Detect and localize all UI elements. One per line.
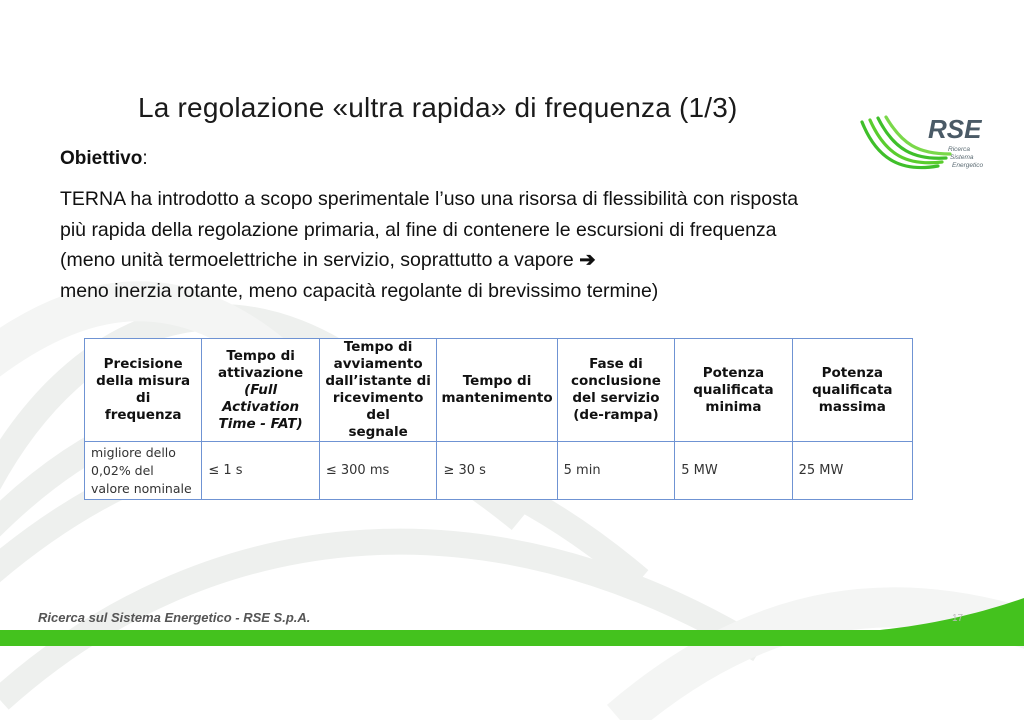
cell-startup-time: ≤ 300 ms [319,442,437,500]
logo-sub-2: Sistema [950,154,974,161]
logo-text: RSE [928,114,982,144]
header-startup-time: Tempo di avviamento dall’istante di ricevimento del segnale [319,339,437,442]
objective-heading [60,148,148,170]
header-min-power: Potenza qualificata minima [675,339,792,442]
cell-hold-time: ≥ 30 s [437,442,557,500]
footer-company: Ricerca sul Sistema Energetico - RSE S.p.A. [38,610,311,625]
objective-colon: : [142,148,148,169]
body-line-3: (meno unità termoelettriche in servizio, soprattutto a vapore [60,249,574,271]
logo-sub-1: Ricerca [948,146,971,153]
header-max-power: Potenza qualificata massima [792,339,912,442]
slide-title: La regolazione «ultra rapida» di frequenza (1/3) [138,92,738,123]
header-activation-time: Tempo di attivazione (Full Activation Time - FAT) [202,339,319,442]
cell-conclusion-phase: 5 min [557,442,675,500]
objective-body [60,184,980,306]
header-hold-time: Tempo di mantenimento [437,339,557,442]
header-conclusion-phase: Fase di conclusione del servizio (de-rampa) [557,339,675,442]
logo-sub-3: Energetico [952,162,984,169]
body-line-3-wrap [60,245,980,276]
body-line-1: TERNA ha introdotto a scopo sperimentale l’uso una risorsa di flessibilità con risposta [60,188,799,210]
specs-table [84,338,913,500]
table-header-row [85,339,913,442]
rse-logo [858,110,988,176]
page-number: 17 [952,613,964,624]
cell-activation-time: ≤ 1 s [202,442,319,500]
cell-max-power: 25 MW [792,442,912,500]
table-row [85,442,913,500]
cell-min-power: 5 MW [675,442,792,500]
arrow-right-icon: ➔ [579,249,596,271]
body-line-2: più rapida della regolazione primaria, al fine di contenere le escursioni di frequenza [60,218,777,241]
header-precision: Precisione della misura di frequenza [85,339,202,442]
body-line-4: meno inerzia rotante, meno capacità regolante di brevissimo termine) [60,279,659,302]
cell-precision: migliore dello 0,02% del valore nominale [85,442,202,500]
objective-label: Obiettivo [60,148,143,169]
